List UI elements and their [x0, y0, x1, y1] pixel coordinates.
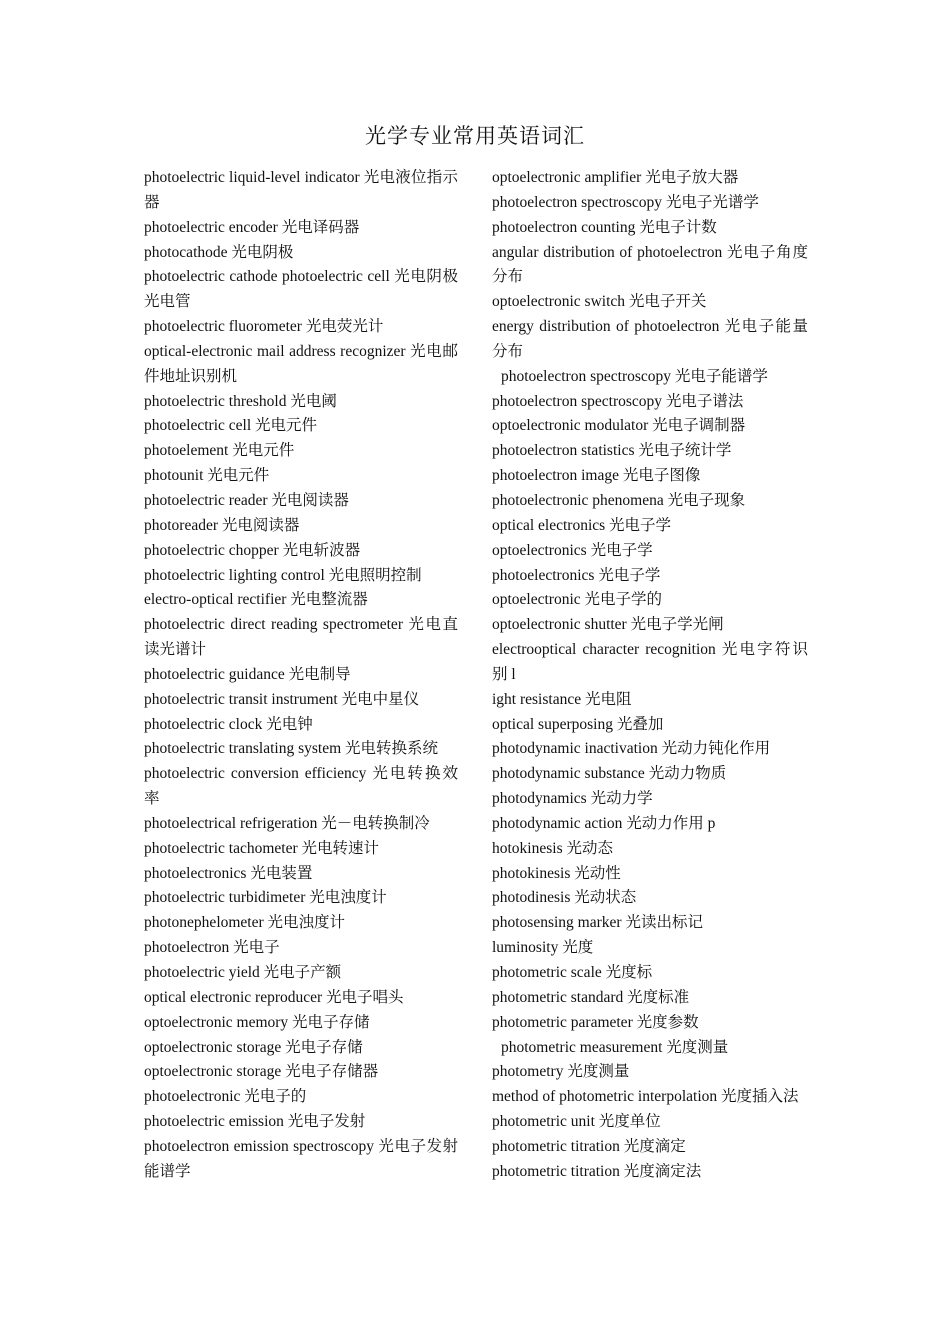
glossary-entry: photoelectric liquid-level indicator 光电液位指示器	[144, 169, 458, 211]
glossary-entry: photoelectric chopper 光电斩波器	[144, 541, 361, 559]
glossary-entry: optical-electronic mail address recognizer 光电邮件地址识别机	[144, 342, 458, 385]
glossary-entry: photoelectron spectroscopy 光电子谱法	[492, 392, 744, 410]
glossary-entry: photoelectric encoder 光电译码器	[144, 218, 360, 236]
glossary-entry: photoelectron statistics 光电子统计学	[492, 442, 732, 460]
glossary-entry: photoelectron spectroscopy 光电子光谱学	[492, 193, 759, 211]
glossary-entry: photodynamic action 光动力作用 p	[492, 814, 716, 832]
glossary-entry: optoelectronic amplifier 光电子放大器	[492, 169, 739, 186]
glossary-entry: photodynamics 光动力学	[492, 790, 653, 808]
glossary-entry: photoelectric cell 光电元件	[144, 417, 318, 435]
glossary-entry: photometric titration 光度滴定法	[492, 1162, 702, 1180]
glossary-entry: method of photometric interpolation 光度插入法	[492, 1088, 799, 1106]
glossary-entry: optoelectronic 光电子学的	[492, 591, 663, 609]
glossary-entry: photoelectronic 光电子的	[144, 1088, 307, 1106]
glossary-entry: photometric parameter 光度参数	[492, 1013, 699, 1031]
glossary-entry: luminosity 光度	[492, 939, 594, 957]
glossary-entry: photometry 光度测量	[492, 1063, 630, 1081]
glossary-entry: photoelectric fluorometer 光电荧光计	[144, 318, 384, 336]
glossary-entry: photoelement 光电元件	[144, 442, 295, 460]
glossary-entry: photodinesis 光动状态	[492, 889, 637, 907]
glossary-entry: photoelectron counting 光电子计数	[492, 218, 717, 236]
glossary-entry: electro-optical rectifier 光电整流器	[144, 591, 368, 609]
glossary-entry: photodynamic substance 光动力物质	[492, 765, 727, 783]
glossary-entry: photonephelometer 光电浊度计	[144, 914, 346, 932]
glossary-entry: energy distribution of photoelectron 光电子能量分布	[492, 318, 808, 360]
glossary-entry: photoelectric translating system 光电转换系统	[144, 740, 439, 758]
glossary-entry: photoelectron image 光电子图像	[492, 467, 701, 485]
glossary-entry: photoelectric guidance 光电制导	[144, 665, 351, 683]
glossary-entry: optoelectronic memory 光电子存储	[144, 1013, 370, 1031]
glossary-entry: photoelectric clock 光电钟	[144, 715, 313, 733]
glossary-entry: optical superposing 光叠加	[492, 715, 664, 733]
glossary-entry: photometric standard 光度标准	[492, 988, 690, 1006]
glossary-entry: electrooptical character recognition 光电字符识别 l	[492, 641, 808, 683]
glossary-entry: photoelectrical refrigeration 光－电转换制冷	[144, 814, 430, 832]
glossary-entry: photoreader 光电阅读器	[144, 516, 300, 534]
glossary-entry: optoelectronic storage 光电子存储器	[144, 1063, 379, 1081]
glossary-entry: photoelectron 光电子	[144, 939, 280, 957]
glossary-entry: angular distribution of photoelectron 光电子角度分布	[492, 243, 808, 286]
glossary-entry: photoelectron emission spectroscopy 光电子发射能谱学	[144, 1137, 458, 1180]
glossary-entry: photoelectric yield 光电子产额	[144, 964, 342, 981]
glossary-entry: optoelectronic switch 光电子开关	[492, 293, 707, 311]
glossary-entry: photoelectronics 光电子学	[492, 566, 661, 584]
glossary-entry: optoelectronic storage 光电子存储	[144, 1038, 363, 1056]
glossary-entry: optoelectronics 光电子学	[492, 541, 653, 559]
glossary-entry: photoelectric conversion efficiency 光电转换效率	[144, 765, 458, 808]
glossary-entry: photocathode 光电阴极	[144, 243, 294, 261]
glossary-entry: photokinesis 光动性	[492, 864, 621, 882]
glossary-entry: photoelectric transit instrument 光电中星仪	[144, 690, 420, 708]
glossary-entry: photoelectronics 光电装置	[144, 864, 313, 882]
glossary-entry: photoelectric reader 光电阅读器	[144, 491, 349, 509]
glossary-entry: photoelectric tachometer 光电转速计	[144, 839, 380, 857]
glossary-entry: photometric measurement 光度测量	[501, 1038, 729, 1056]
glossary-entry: hotokinesis 光动态	[492, 839, 613, 857]
glossary-entry: photometric unit 光度单位	[492, 1113, 661, 1131]
glossary-entry: photosensing marker 光读出标记	[492, 914, 703, 932]
glossary-entry: photometric titration 光度滴定	[492, 1137, 686, 1155]
glossary-entry: photoelectron spectroscopy 光电子能谱学	[501, 367, 768, 385]
glossary-entry: optoelectronic modulator 光电子调制器	[492, 417, 746, 435]
glossary-entry: ight resistance 光电阻	[492, 690, 632, 708]
page-title: 光学专业常用英语词汇	[365, 124, 585, 148]
glossary-entry: optical electronic reproducer 光电子唱头	[144, 988, 404, 1006]
right-column	[492, 166, 808, 1185]
glossary-entry: optoelectronic shutter 光电子学光闸	[492, 616, 724, 634]
glossary-entry: optical electronics 光电子学	[492, 516, 672, 534]
glossary-entry: photodynamic inactivation 光动力钝化作用	[492, 740, 771, 758]
glossary-entry: photoelectric lighting control 光电照明控制	[144, 566, 422, 584]
glossary-entry: photoelectric emission 光电子发射	[144, 1113, 366, 1131]
glossary-entry: photoelectric direct reading spectrometer 光电直读光谱计	[144, 616, 458, 659]
glossary-entry: photounit 光电元件	[144, 467, 270, 485]
left-column	[144, 166, 458, 1185]
glossary-entry: photometric scale 光度标	[492, 964, 653, 981]
glossary-entry: photoelectric turbidimeter 光电浊度计	[144, 889, 387, 907]
glossary-entry: photoelectric threshold 光电阈	[144, 392, 337, 410]
glossary-entry: photoelectric cathode photoelectric cell 光电阴极光电管	[144, 268, 458, 311]
glossary-entry: photoelectronic phenomena 光电子现象	[492, 491, 746, 509]
